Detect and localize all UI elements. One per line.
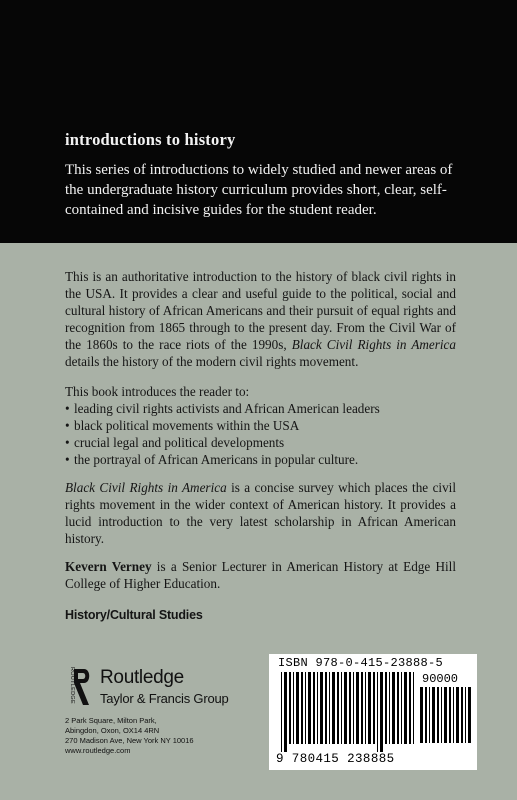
barcode-bar — [305, 672, 306, 744]
barcode-bar — [437, 687, 439, 743]
barcode-bar — [344, 672, 347, 744]
barcode-bar — [401, 672, 402, 744]
barcode-bar — [441, 687, 442, 743]
blurb-text: This is an authoritative introduction to the history of black civil rights in the USA. It provides a clear and useful guide to the political, social and cultural history of African Americans and their pursuit of equal rights and recognition from 1865 through to the present day. From the Civil War of the 1860s to the race riots of the 1990s, — [65, 269, 456, 352]
list-item: • black political movements within the USA — [65, 417, 456, 434]
list-item: • crucial legal and political developments — [65, 434, 456, 451]
logo-vertical-text: ROUTLEDGE — [69, 667, 75, 704]
publisher-name: Routledge — [100, 667, 184, 688]
list-item: • leading civil rights activists and African American leaders — [65, 400, 456, 417]
blurb-paragraph-3 — [65, 479, 456, 547]
barcode-bar — [301, 672, 303, 744]
barcode-bar — [380, 672, 383, 752]
barcode-bar — [397, 672, 399, 744]
address-line: Abingdon, Oxon, OX14 4RN — [65, 726, 160, 735]
barcode-bar — [353, 672, 354, 744]
barcode-bar — [313, 672, 315, 744]
barcode-bar — [337, 672, 339, 744]
barcode-bar — [377, 672, 378, 752]
barcode-bar — [468, 687, 471, 743]
barcode-bar — [317, 672, 318, 744]
address-line: 2 Park Square, Milton Park, — [65, 716, 157, 725]
barcode-bar — [281, 672, 282, 752]
ean-number: 9 780415 238885 — [276, 752, 395, 766]
barcode-bar — [392, 672, 395, 744]
topics-list-block — [65, 383, 456, 468]
barcode-bar — [373, 672, 375, 744]
barcode-bar — [368, 672, 371, 744]
barcode-bar — [409, 672, 411, 744]
barcode-bar — [289, 672, 291, 744]
author-bio-text: is a Senior Lecturer in American History at Edge Hill College of Higher Education. — [65, 559, 456, 591]
series-band — [0, 0, 517, 243]
barcode-bar — [453, 687, 454, 743]
subject-category: History/Cultural Studies — [65, 608, 203, 622]
barcode-bar — [432, 687, 435, 743]
barcode-bar — [320, 672, 323, 744]
barcode-bar — [385, 672, 387, 744]
barcode-bar — [429, 687, 430, 743]
list-item: • the portrayal of African Americans in popular culture. — [65, 451, 456, 468]
barcode-bar — [389, 672, 390, 744]
barcode-bar — [425, 687, 427, 743]
barcode-bar — [420, 687, 423, 743]
barcode-bar — [284, 672, 287, 752]
barcode-bar — [329, 672, 330, 744]
list-intro: This book introduces the reader to: — [65, 384, 250, 399]
blurb-paragraph-1 — [65, 268, 456, 370]
series-title: introductions to history — [65, 130, 236, 149]
author-name: Kevern Verney — [65, 559, 152, 574]
book-title-italic: Black Civil Rights in America — [65, 480, 227, 495]
address-line: 270 Madison Ave, New York NY 10016 — [65, 736, 194, 745]
barcode-bar — [349, 672, 351, 744]
blurb-text: is a concise survey which places the civil rights movement in the wider context of American history. It provides a lucid introduction to the very latest scholarship in African American history. — [65, 480, 457, 546]
ean-barcode-bars — [281, 672, 415, 752]
isbn-label: ISBN 978-0-415-23888-5 — [278, 656, 444, 670]
addon-barcode-bars — [420, 687, 472, 751]
address-line: www.routledge.com — [65, 746, 131, 755]
price-code: 90000 — [422, 672, 459, 686]
routledge-logo-icon — [64, 665, 92, 709]
barcode-bar — [449, 687, 451, 743]
barcode-bar — [361, 672, 363, 744]
author-bio — [65, 558, 456, 592]
barcode-bar — [461, 687, 463, 743]
book-title-italic: Black Civil Rights in America — [291, 337, 456, 352]
publisher-group: Taylor & Francis Group — [100, 691, 229, 706]
series-description: This series of introductions to widely studied and newer areas of the undergraduate history curriculum provides short, clear, self-contained and incisive guides for the student reader. — [65, 162, 453, 218]
topics-list — [65, 400, 456, 468]
barcode-bar — [356, 672, 359, 744]
publisher-address — [65, 716, 194, 756]
barcode-bar — [325, 672, 327, 744]
barcode-bar — [404, 672, 407, 744]
blurb-text: details the history of the modern civil rights movement. — [65, 354, 359, 369]
barcode-bar — [444, 687, 447, 743]
barcode-bar — [413, 672, 414, 744]
barcode-bar — [293, 672, 294, 744]
barcode-bar — [365, 672, 366, 744]
barcode-bar — [465, 687, 466, 743]
barcode-bar — [341, 672, 342, 744]
barcode-bar — [308, 672, 311, 744]
barcode-bar — [296, 672, 299, 744]
barcode-bar — [456, 687, 459, 743]
barcode-bar — [332, 672, 335, 744]
